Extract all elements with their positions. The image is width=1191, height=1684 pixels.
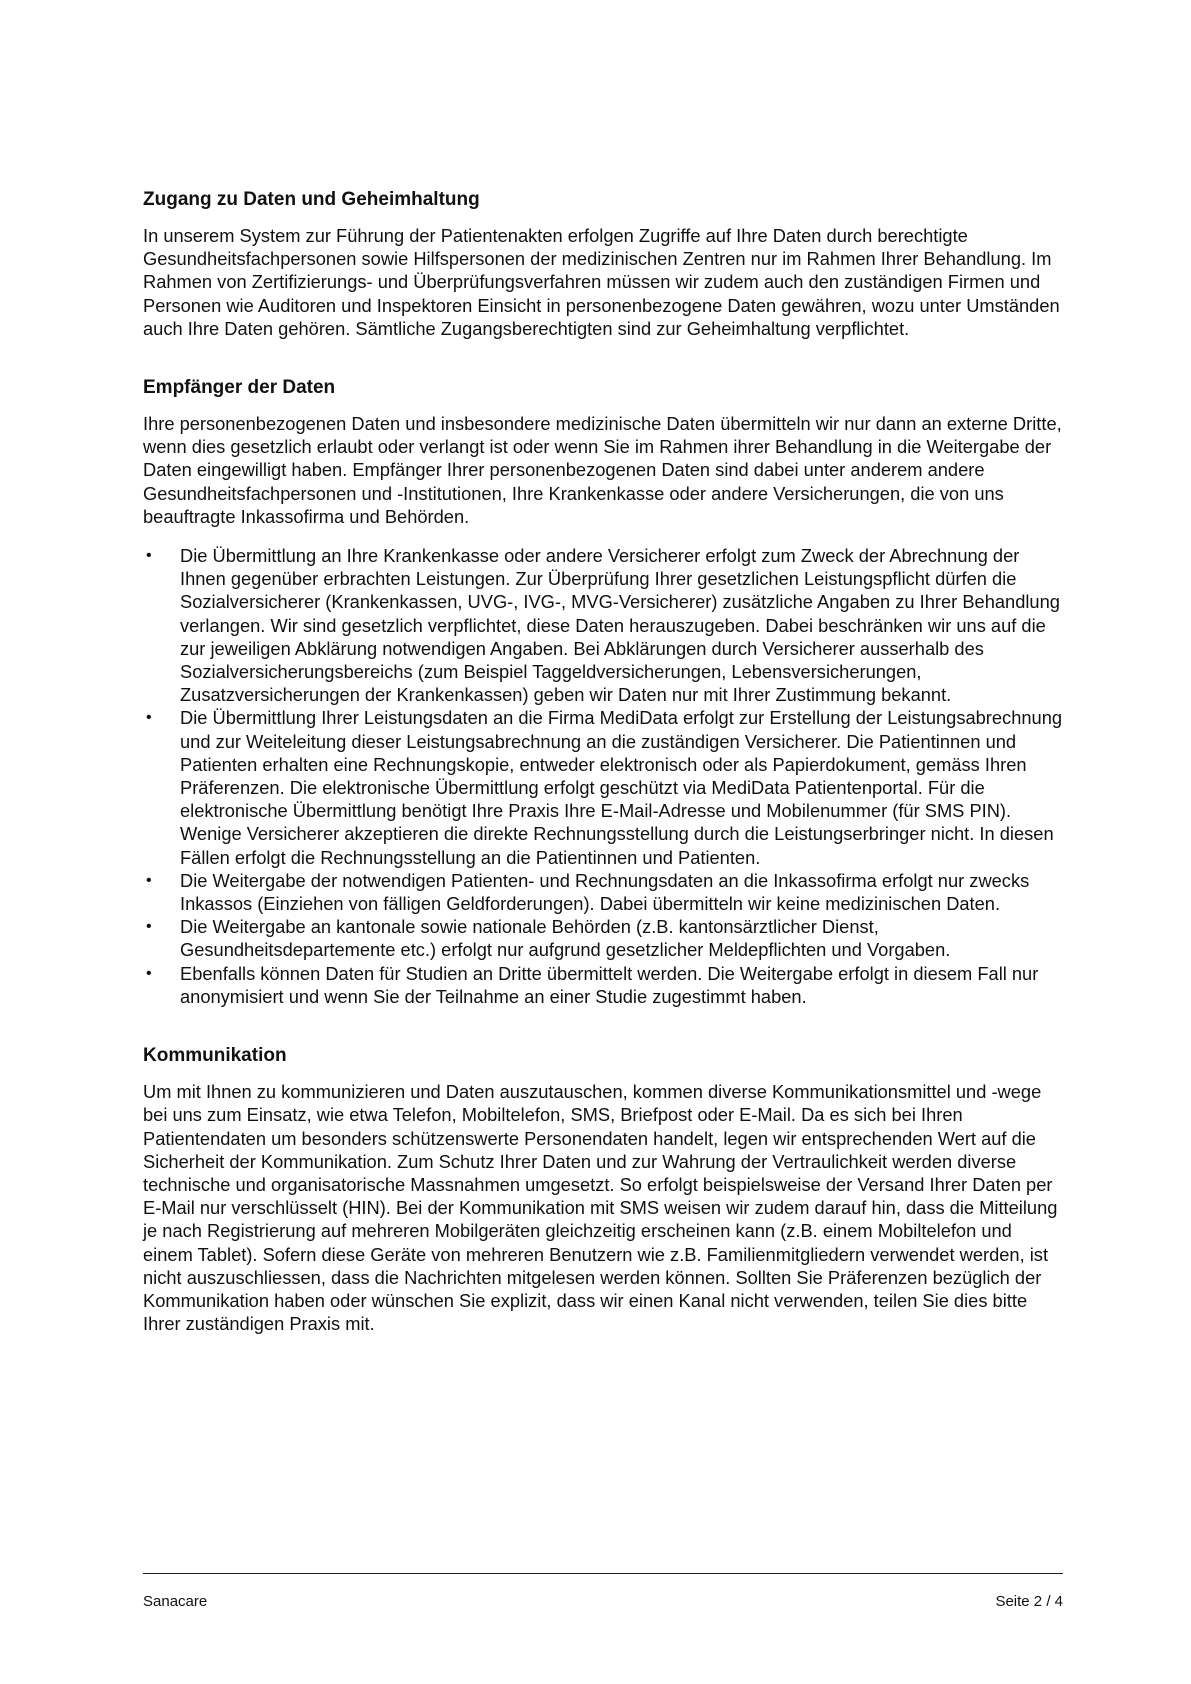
list-item: [143, 869, 1063, 915]
bullet-icon: •: [146, 964, 152, 982]
bullet-icon: •: [146, 709, 152, 727]
footer-divider: [143, 1573, 1063, 1574]
list-item: [143, 544, 1063, 706]
recipients-bullet-list: [143, 544, 1063, 1008]
list-item: [143, 962, 1063, 1008]
section-access: [143, 188, 1063, 340]
section-heading-recipients: Empfänger der Daten: [143, 377, 336, 399]
bullet-icon: •: [146, 918, 152, 936]
footer-company: Sanacare: [143, 1593, 208, 1610]
list-item: [143, 706, 1063, 868]
section-paragraph-access: In unserem System zur Führung der Patientenakten erfolgen Zugriffe auf Ihre Daten durch berechtigte Gesundheitsfachpersonen sowie Hilfspersonen der medizinischen Zentren nur im Rahmen Ihrer Behandlung. Im Rahmen von Zertifizierungs- und Überprüfungsverfahren müssen wir zudem auch den zuständigen Firmen und Personen wie Auditoren und Inspektoren Einsicht in personenbezogene Daten gewähren, wozu unter Umständen auch Ihre Daten gehören. Sämtliche Zugangsberechtigten sind zur Geheimhaltung verpflichtet.: [143, 225, 1060, 339]
bullet-icon: •: [146, 547, 152, 565]
section-recipients: [143, 376, 1063, 1008]
list-item: [143, 915, 1063, 961]
section-heading-communication: Kommunikation: [143, 1045, 287, 1067]
list-item-text: Die Übermittlung Ihrer Leistungsdaten an die Firma MediData erfolgt zur Erstellung der Leistungsabrechnung und zur Weiteleitung dieser Leistungsabrechnung an die zuständigen Versicherer. Die Patientinnen und Patienten erhalten eine Rechnungskopie, entweder elektronisch oder als Papierdokument, gemäss Ihren Präferenzen. Die elektronische Übermittlung erfolgt geschützt via MediData Patientenportal. Für die elektronische Übermittlung benötigt Ihre Praxis Ihre E-Mail-Adresse und Mobilenummer (für SMS PIN). Wenige Versicherer akzeptieren die direkte Rechnungsstellung durch die Leistungserbringer nicht. In diesen Fällen erfolgt die Rechnungsstellung an die Patientinnen und Patienten.: [180, 707, 1063, 868]
list-item-text: Die Übermittlung an Ihre Krankenkasse oder andere Versicherer erfolgt zum Zweck der Abrechnung der Ihnen gegenüber erbrachten Leistungen. Zur Überprüfung Ihrer gesetzlichen Leistungspflicht dürfen die Sozialversicherer (Krankenkassen, UVG-, IVG-, MVG-Versicherer) zusätzliche Angaben zu Ihrer Behandlung verlangen. Wir sind gesetzlich verpflichtet, diese Daten herauszugeben. Dabei beschränken wir uns auf die zur jeweiligen Abklärung notwendigen Angaben. Bei Abklärungen durch Versicherer ausserhalb des Sozialversicherungsbereichs (zum Beispiel Taggeldversicherungen, Lebensversicherungen, Zusatzversicherungen der Krankenkassen) geben wir Daten nur mit Ihrer Zustimmung bekannt.: [180, 545, 1060, 706]
footer-page-number: Seite 2 / 4: [995, 1593, 1063, 1610]
section-paragraph-recipients: Ihre personenbezogenen Daten und insbesondere medizinische Daten übermitteln wir nur dann an externe Dritte, wenn dies gesetzlich erlaubt oder verlangt ist oder wenn Sie im Rahmen ihrer Behandlung in die Weitergabe der Daten eingewilligt haben. Empfänger Ihrer personenbezogenen Daten sind dabei unter anderem andere Gesundheitsfachpersonen und -Institutionen, Ihre Krankenkasse oder andere Versicherungen, die von uns beauftragte Inkassofirma und Behörden.: [143, 413, 1062, 527]
list-item-text: Die Weitergabe an kantonale sowie nationale Behörden (z.B. kantonsärztlicher Dienst, Gesundheitsdepartemente etc.) erfolgt nur aufgrund gesetzlicher Meldepflichten und Vorgaben.: [180, 916, 951, 961]
document-body: [143, 188, 1063, 1371]
section-heading-access: Zugang zu Daten und Geheimhaltung: [143, 189, 480, 210]
section-communication: [143, 1044, 1063, 1335]
section-paragraph-communication: Um mit Ihnen zu kommunizieren und Daten auszutauschen, kommen diverse Kommunikationsmittel und -wege bei uns zum Einsatz, wie etwa Telefon, Mobiltelefon, SMS, Briefpost oder E-Mail. Da es sich bei Ihren Patientendaten um besonders schützenswerte Personendaten handelt, legen wir entsprechenden Wert auf die Sicherheit der Kommunikation. Zum Schutz Ihrer Daten und zur Wahrung der Vertraulichkeit werden diverse technische und organisatorische Massnahmen umgesetzt. So erfolgt beispielsweise der Versand Ihrer Daten per E-Mail nur verschlüsselt (HIN). Bei der Kommunikation mit SMS weisen wir zudem darauf hin, dass die Mitteilung je nach Registrierung auf mehreren Mobilgeräten gleichzeitig erscheinen kann (z.B. einem Mobiltelefon und einem Tablet). Sofern diese Geräte von mehreren Benutzern wie z.B. Familienmitgliedern verwendet werden, ist nicht auszuschliessen, dass die Nachrichten mitgelesen werden können. Sollten Sie Präferenzen bezüglich der Kommunikation haben oder wünschen Sie explizit, dass wir einen Kanal nicht verwenden, teilen Sie dies bitte Ihrer zuständigen Praxis mit.: [143, 1081, 1058, 1335]
list-item-text: Ebenfalls können Daten für Studien an Dritte übermittelt werden. Die Weitergabe erfolgt in diesem Fall nur anonymisiert und wenn Sie der Teilnahme an einer Studie zugestimmt haben.: [180, 962, 1039, 1007]
list-item-text: Die Weitergabe der notwendigen Patienten- und Rechnungsdaten an die Inkassofirma erfolgt nur zwecks Inkassos (Einziehen von fälligen Geldforderungen). Dabei übermitteln wir keine medizinischen Daten.: [180, 869, 1030, 915]
bullet-icon: •: [146, 871, 152, 889]
